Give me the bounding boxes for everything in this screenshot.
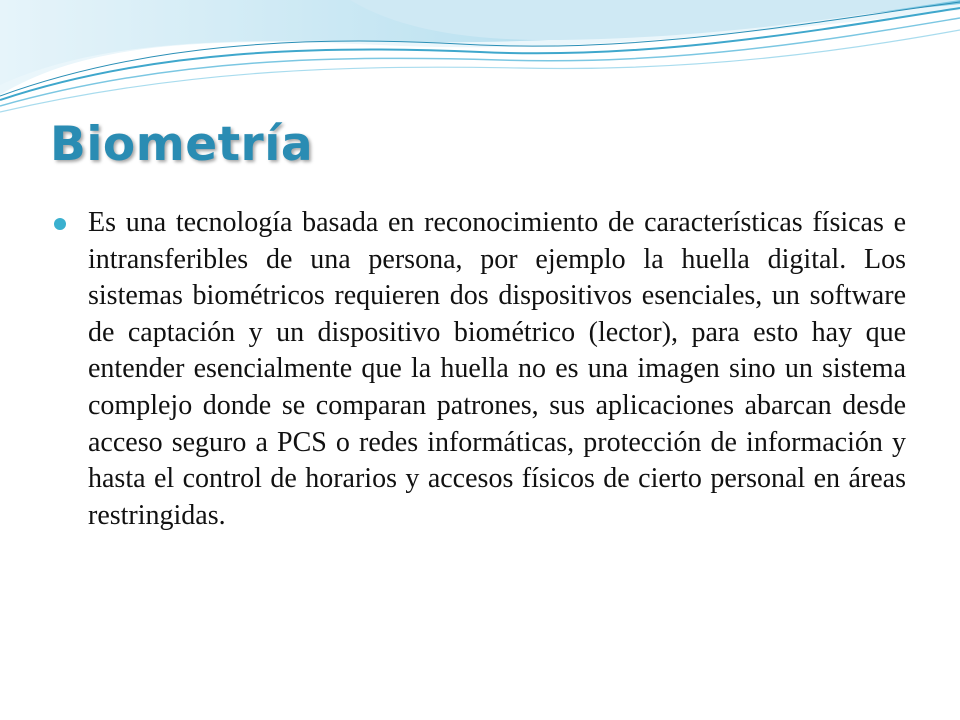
bullet-dot-icon	[54, 218, 66, 230]
bullet-text: Es una tecnología basada en reconocimiento de características físicas e intransferibles de una persona, por ejemplo la huella digital. Los sistemas biométricos requieren dos dispositivos esenciales, un software de captación y un dispositivo biométrico (lector), para esto hay que entender esencialmente que la huella no es una imagen sino un sistema complejo donde se comparan patrones, sus aplicaciones abarcan desde acceso seguro a PCS o redes informáticas, protección de información y hasta el control de horarios y accesos físicos de cierto personal en áreas restringidas.	[88, 207, 906, 531]
bullet-item	[54, 205, 906, 534]
slide-title: Biometría	[50, 117, 314, 172]
slide-content	[54, 205, 906, 534]
